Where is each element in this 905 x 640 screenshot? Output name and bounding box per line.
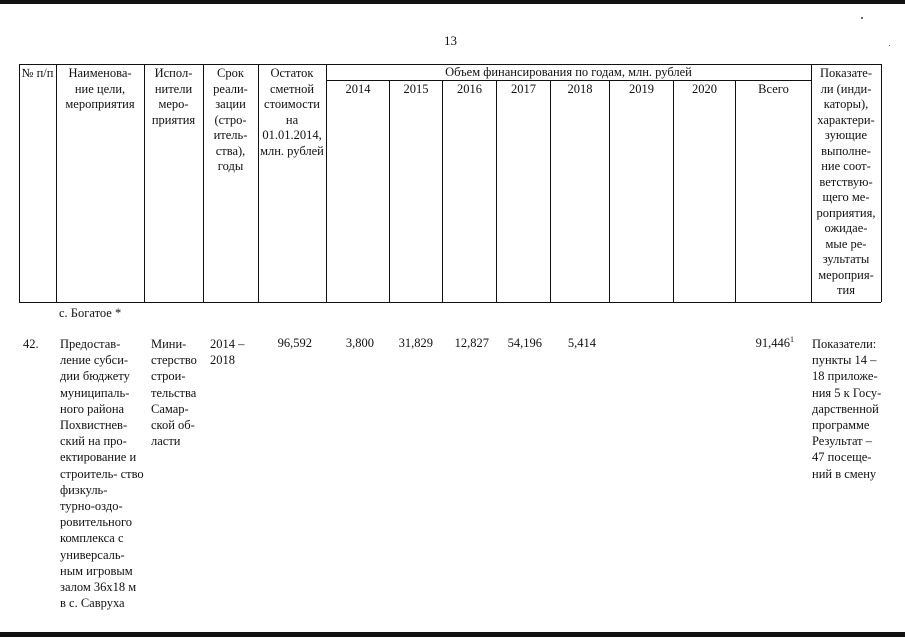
prev-row-tail: с. Богатое *	[59, 306, 122, 320]
grid-line	[550, 80, 551, 302]
header-total: Всего	[758, 82, 789, 96]
header-year-2019: 2019	[629, 82, 654, 96]
header-funding-group: Объем финансирования по годам, млн. рублей	[445, 65, 692, 79]
header-num: № п/п	[21, 66, 54, 80]
grid-line	[735, 80, 736, 302]
grid-line	[203, 64, 204, 302]
header-year-2017: 2017	[511, 82, 536, 96]
top-border	[0, 0, 905, 4]
header-term: Срок реали- зации (стро- итель- ства), годы	[213, 66, 248, 173]
row-2016: 12,827	[454, 336, 489, 350]
header-year-2020: 2020	[692, 82, 717, 96]
row-total-value: 91,446	[755, 336, 790, 350]
grid-line	[442, 80, 443, 302]
header-year-2015: 2015	[403, 82, 429, 96]
header-year-2018: 2018	[567, 82, 593, 96]
row-total	[738, 336, 794, 351]
grid-line	[673, 80, 674, 302]
header-indicators: Показате- ли (инди- каторы), характери- зующие выполне- ние соот- ветствую- щего ме- роприятия, ожидае- мые ре- зультаты мероприя- тия	[816, 66, 876, 297]
row-2018: 5,414	[567, 336, 596, 350]
grid-line	[326, 64, 327, 302]
grid-line	[609, 80, 610, 302]
header-balance: Остаток сметной стоимости на 01.01.2014, млн. рублей	[260, 66, 324, 158]
scan-speck	[889, 45, 890, 46]
grid-line	[496, 80, 497, 302]
grid-line	[389, 80, 390, 302]
row-total-footnote: 1	[790, 334, 794, 344]
bottom-border	[0, 632, 905, 637]
grid-line	[811, 64, 812, 302]
header-executor: Испол- нители меро- приятия	[151, 66, 196, 127]
grid-line	[19, 64, 20, 302]
row-2015: 31,829	[398, 336, 433, 350]
row-executor: Мини- стерство строи- тельства Самар- ской об- ласти	[151, 337, 197, 449]
grid-line	[881, 64, 882, 302]
header-bottom-line	[19, 302, 881, 303]
header-year-2014: 2014	[345, 82, 371, 96]
page-number: 13	[444, 33, 457, 48]
row-num: 42.	[23, 337, 39, 351]
row-name: Предостав- ление субси- дии бюджету муниципаль- ного района Похвистнев- ский на про- ектирование и строитель- ство физкуль- турно-оздо- ровительного комплекса с универсаль- ным игровым залом 36x18 м в с. Савруха	[60, 337, 144, 611]
grid-line	[144, 64, 145, 302]
scan-speck	[861, 17, 863, 19]
header-year-2016: 2016	[457, 82, 482, 96]
row-term: 2014 – 2018	[210, 337, 245, 368]
header-name: Наименова- ние цели, мероприятия	[65, 66, 135, 111]
row-indicators: Показатели: пункты 14 – 18 приложе- ния 5 к Госу- дарственной программе Результат – 47 посеще- ний в смену	[812, 337, 882, 481]
row-balance: 96,592	[277, 336, 312, 350]
row-2017: 54,196	[507, 336, 542, 350]
grid-line	[56, 64, 57, 302]
row-2014: 3,800	[345, 336, 374, 350]
